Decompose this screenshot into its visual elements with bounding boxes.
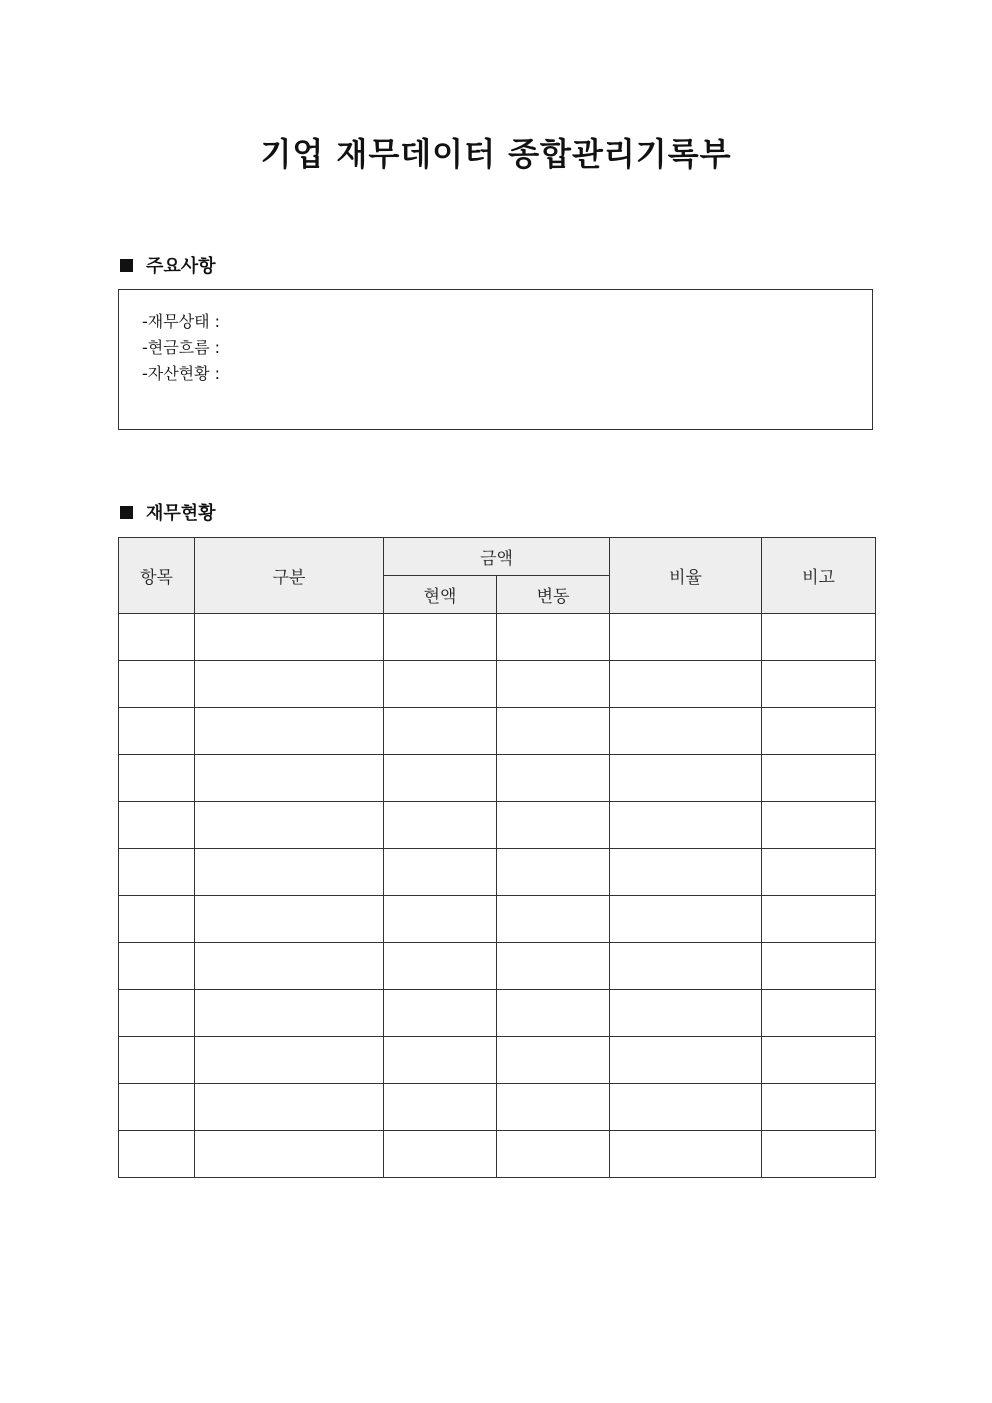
cell-ratio[interactable]: [610, 802, 762, 849]
cell-ratio[interactable]: [610, 1084, 762, 1131]
cell-amount-current[interactable]: [384, 661, 497, 708]
cell-item[interactable]: [119, 990, 195, 1037]
cell-amount-change[interactable]: [497, 661, 610, 708]
summary-heading: [118, 252, 216, 278]
cell-item[interactable]: [119, 1084, 195, 1131]
cell-note[interactable]: [762, 896, 876, 943]
cell-amount-current[interactable]: [384, 849, 497, 896]
cell-item[interactable]: [119, 708, 195, 755]
cell-ratio[interactable]: [610, 708, 762, 755]
cell-amount-current[interactable]: [384, 802, 497, 849]
cell-amount-change[interactable]: [497, 849, 610, 896]
finance-heading: [118, 499, 216, 525]
cell-note[interactable]: [762, 708, 876, 755]
table-row: [119, 990, 876, 1037]
cell-item[interactable]: [119, 661, 195, 708]
cell-note[interactable]: [762, 990, 876, 1037]
summary-item-financial-status: -재무상태 :: [142, 312, 221, 331]
cell-note[interactable]: [762, 661, 876, 708]
table-row: [119, 661, 876, 708]
cell-category[interactable]: [195, 1084, 384, 1131]
table-row: [119, 708, 876, 755]
cell-category[interactable]: [195, 990, 384, 1037]
cell-category[interactable]: [195, 1131, 384, 1178]
document-title: 기업 재무데이터 종합관리기록부: [260, 135, 732, 173]
column-header-ratio: 비율: [610, 538, 762, 614]
cell-ratio[interactable]: [610, 614, 762, 661]
cell-ratio[interactable]: [610, 990, 762, 1037]
summary-item-asset-status: -자산현황 :: [142, 364, 221, 383]
cell-amount-change[interactable]: [497, 755, 610, 802]
summary-heading-label: 주요사항: [146, 256, 216, 277]
cell-amount-current[interactable]: [384, 755, 497, 802]
column-header-amount-change: 변동: [497, 576, 610, 614]
cell-item[interactable]: [119, 755, 195, 802]
finance-table-body: [119, 614, 876, 1178]
cell-amount-current[interactable]: [384, 896, 497, 943]
cell-amount-current[interactable]: [384, 614, 497, 661]
cell-item[interactable]: [119, 802, 195, 849]
cell-item[interactable]: [119, 1037, 195, 1084]
cell-amount-change[interactable]: [497, 802, 610, 849]
cell-amount-change[interactable]: [497, 896, 610, 943]
cell-amount-current[interactable]: [384, 990, 497, 1037]
cell-item[interactable]: [119, 896, 195, 943]
column-header-category: 구분: [195, 538, 384, 614]
cell-ratio[interactable]: [610, 661, 762, 708]
finance-heading-label: 재무현황: [146, 503, 216, 524]
square-bullet-icon: [120, 259, 133, 272]
cell-category[interactable]: [195, 708, 384, 755]
cell-note[interactable]: [762, 614, 876, 661]
cell-amount-change[interactable]: [497, 1037, 610, 1084]
cell-item[interactable]: [119, 1131, 195, 1178]
summary-list: [142, 309, 220, 387]
cell-amount-current[interactable]: [384, 1131, 497, 1178]
cell-category[interactable]: [195, 755, 384, 802]
cell-ratio[interactable]: [610, 896, 762, 943]
table-row: [119, 896, 876, 943]
column-header-amount: 금액: [384, 538, 610, 576]
summary-box: [118, 289, 873, 430]
cell-amount-current[interactable]: [384, 943, 497, 990]
cell-amount-change[interactable]: [497, 943, 610, 990]
finance-table: [118, 537, 876, 1178]
cell-note[interactable]: [762, 943, 876, 990]
cell-note[interactable]: [762, 849, 876, 896]
cell-amount-change[interactable]: [497, 990, 610, 1037]
cell-ratio[interactable]: [610, 1131, 762, 1178]
column-header-item: 항목: [119, 538, 195, 614]
cell-ratio[interactable]: [610, 849, 762, 896]
square-bullet-icon: [120, 506, 133, 519]
cell-category[interactable]: [195, 943, 384, 990]
cell-item[interactable]: [119, 849, 195, 896]
summary-item-cash-flow: -현금흐름 :: [142, 338, 221, 357]
table-row: [119, 755, 876, 802]
table-row: [119, 614, 876, 661]
cell-note[interactable]: [762, 755, 876, 802]
cell-ratio[interactable]: [610, 755, 762, 802]
cell-amount-change[interactable]: [497, 614, 610, 661]
cell-category[interactable]: [195, 849, 384, 896]
cell-item[interactable]: [119, 943, 195, 990]
table-row: [119, 1037, 876, 1084]
table-row: [119, 1131, 876, 1178]
table-row: [119, 943, 876, 990]
cell-ratio[interactable]: [610, 1037, 762, 1084]
cell-category[interactable]: [195, 1037, 384, 1084]
cell-ratio[interactable]: [610, 943, 762, 990]
cell-note[interactable]: [762, 1037, 876, 1084]
cell-amount-change[interactable]: [497, 1131, 610, 1178]
table-row: [119, 849, 876, 896]
cell-category[interactable]: [195, 802, 384, 849]
cell-note[interactable]: [762, 802, 876, 849]
cell-category[interactable]: [195, 896, 384, 943]
table-row: [119, 1084, 876, 1131]
cell-category[interactable]: [195, 661, 384, 708]
cell-item[interactable]: [119, 614, 195, 661]
cell-amount-current[interactable]: [384, 1037, 497, 1084]
column-header-note: 비고: [762, 538, 876, 614]
cell-note[interactable]: [762, 1084, 876, 1131]
column-header-amount-current: 현액: [384, 576, 497, 614]
cell-note[interactable]: [762, 1131, 876, 1178]
table-row: [119, 802, 876, 849]
cell-amount-change[interactable]: [497, 708, 610, 755]
cell-amount-change[interactable]: [497, 1084, 610, 1131]
cell-category[interactable]: [195, 614, 384, 661]
cell-amount-current[interactable]: [384, 1084, 497, 1131]
cell-amount-current[interactable]: [384, 708, 497, 755]
